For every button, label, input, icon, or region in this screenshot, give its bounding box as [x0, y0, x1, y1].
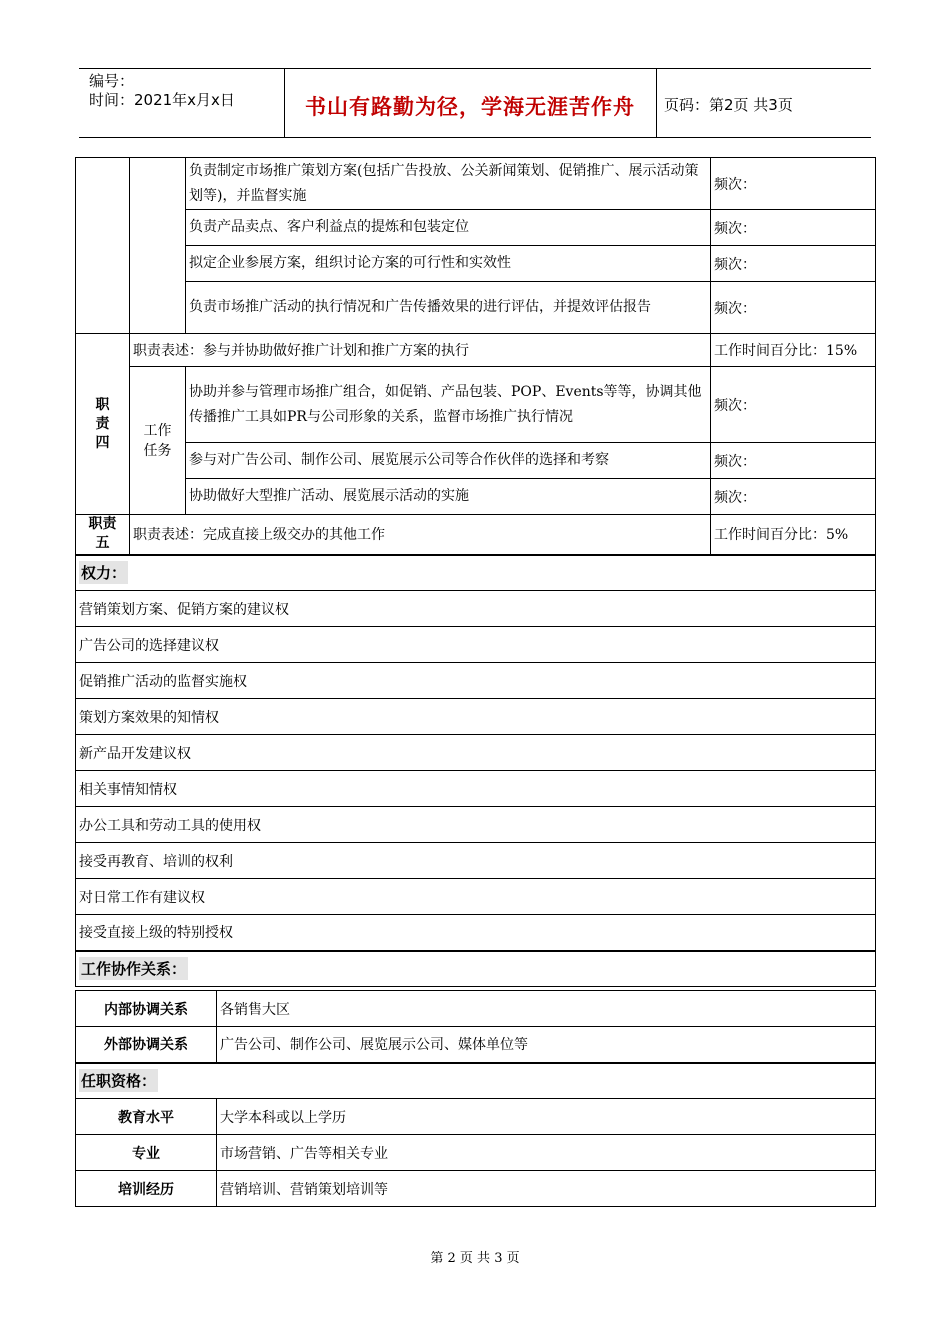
power-item: 新产品开发建议权: [76, 735, 876, 771]
education-label: 教育水平: [76, 1099, 217, 1135]
duty3-row: [76, 246, 876, 282]
power-item: 接受直接上级的特别授权: [76, 915, 876, 951]
powers-header-row: [76, 555, 876, 591]
education-row: [76, 1099, 876, 1135]
number-label: 编号：: [89, 72, 135, 90]
power-row: [76, 591, 876, 627]
duty5-label-text: 职责五: [88, 516, 117, 552]
task-text: 协助并参与管理市场推广组合，如促销、产品包装、POP、Events等等，协调其他传播推广工具如PR与公司形象的关系，监督市场推广执行情况: [186, 367, 711, 443]
duty3-row: [76, 282, 876, 334]
relations-title: 工作协作关系：: [79, 957, 188, 980]
duty3-row: [76, 210, 876, 246]
qualifications-header-row: [76, 1063, 876, 1099]
page-footer: 第 2 页 共 3 页: [430, 1251, 520, 1266]
task-frequency: 频次：: [711, 479, 876, 515]
task-text: 参与对广告公司、制作公司、展览展示公司等合作伙伴的选择和考察: [186, 443, 711, 479]
duty3-row: [76, 158, 876, 210]
task-frequency: 频次：: [711, 210, 876, 246]
duty5-time-pct: 工作时间百分比：5%: [711, 515, 876, 555]
power-item: 营销策划方案、促销方案的建议权: [76, 591, 876, 627]
duty4-description-row: [76, 334, 876, 367]
duty4-description: 职责表述：参与并协助做好推广计划和推广方案的执行: [130, 334, 711, 367]
duty4-label-text: 职责四: [95, 396, 110, 451]
relations-header: [76, 951, 876, 987]
power-item: 策划方案效果的知情权: [76, 699, 876, 735]
duty4-task-label: [130, 367, 186, 515]
duty4-time-pct: 工作时间百分比：15%: [711, 334, 876, 367]
header-page-cell: [656, 69, 871, 137]
major-label: 专业: [76, 1135, 217, 1171]
task-text: 协助做好大型推广活动、展览展示活动的实施: [186, 479, 711, 515]
power-row: [76, 699, 876, 735]
power-item: 接受再教育、培训的权利: [76, 843, 876, 879]
power-row: [76, 627, 876, 663]
education-value: 大学本科或以上学历: [217, 1099, 876, 1135]
power-item: 广告公司的选择建议权: [76, 627, 876, 663]
duty4-row: [76, 367, 876, 443]
task-frequency: 频次：: [711, 246, 876, 282]
duty4-row: [76, 479, 876, 515]
training-row: [76, 1171, 876, 1207]
external-relation-value: 广告公司、制作公司、展览展示公司、媒体单位等: [217, 1027, 876, 1063]
internal-relation-value: 各销售大区: [217, 991, 876, 1027]
task-text: 拟定企业参展方案，组织讨论方案的可行性和实效性: [186, 246, 711, 282]
date-label: 时间：2021年x月x日: [89, 91, 235, 109]
power-row: [76, 843, 876, 879]
powers-title: 权力：: [79, 561, 128, 584]
powers-header: [76, 555, 876, 591]
duty5-row: [76, 515, 876, 555]
task-text: 负责产品卖点、客户利益点的提炼和包装定位: [186, 210, 711, 246]
duty5-description: 职责表述：完成直接上级交办的其他工作: [130, 515, 711, 555]
power-row: [76, 807, 876, 843]
relations-header-row: [76, 951, 876, 987]
training-value: 营销培训、营销策划培训等: [217, 1171, 876, 1207]
task-text: 负责制定市场推广策划方案(包括广告投放、公关新闻策划、促销推广、展示活动策划等)，并监督实施: [186, 158, 711, 210]
external-relation-row: [76, 1027, 876, 1063]
training-label: 培训经历: [76, 1171, 217, 1207]
internal-relation-label: 内部协调关系: [76, 991, 217, 1027]
task-text: 负责市场推广活动的执行情况和广告传播效果的进行评估，并提效评估报告: [186, 282, 711, 334]
document-header: [79, 68, 871, 138]
major-row: [76, 1135, 876, 1171]
page-label: 页码：第2页 共3页: [664, 96, 793, 114]
duty5-label: [76, 515, 130, 555]
job-description-table: [75, 157, 876, 987]
power-item: 对日常工作有建议权: [76, 879, 876, 915]
header-meta: [79, 69, 285, 137]
major-value: 市场营销、广告等相关专业: [217, 1135, 876, 1171]
power-item: 办公工具和劳动工具的使用权: [76, 807, 876, 843]
duty3-task-cell: [130, 158, 186, 334]
power-row: [76, 663, 876, 699]
power-row: [76, 735, 876, 771]
external-relation-label: 外部协调关系: [76, 1027, 217, 1063]
header-motto-cell: [284, 69, 657, 137]
task-label-text: 工作任务: [143, 422, 172, 459]
power-row: [76, 879, 876, 915]
qualifications-header: [76, 1063, 876, 1099]
task-frequency: 频次：: [711, 282, 876, 334]
power-item: 促销推广活动的监督实施权: [76, 663, 876, 699]
duty3-label-cell: [76, 158, 130, 334]
task-frequency: 频次：: [711, 367, 876, 443]
power-row: [76, 915, 876, 951]
power-item: 相关事情知情权: [76, 771, 876, 807]
power-row: [76, 771, 876, 807]
motto: 书山有路勤为径，学海无涯苦作舟: [305, 95, 635, 119]
internal-relation-row: [76, 991, 876, 1027]
duty4-label: [76, 334, 130, 515]
relations-table: [75, 990, 876, 1207]
task-frequency: 频次：: [711, 443, 876, 479]
duty4-row: [76, 443, 876, 479]
qualifications-title: 任职资格：: [79, 1069, 158, 1092]
task-frequency: 频次：: [711, 158, 876, 210]
